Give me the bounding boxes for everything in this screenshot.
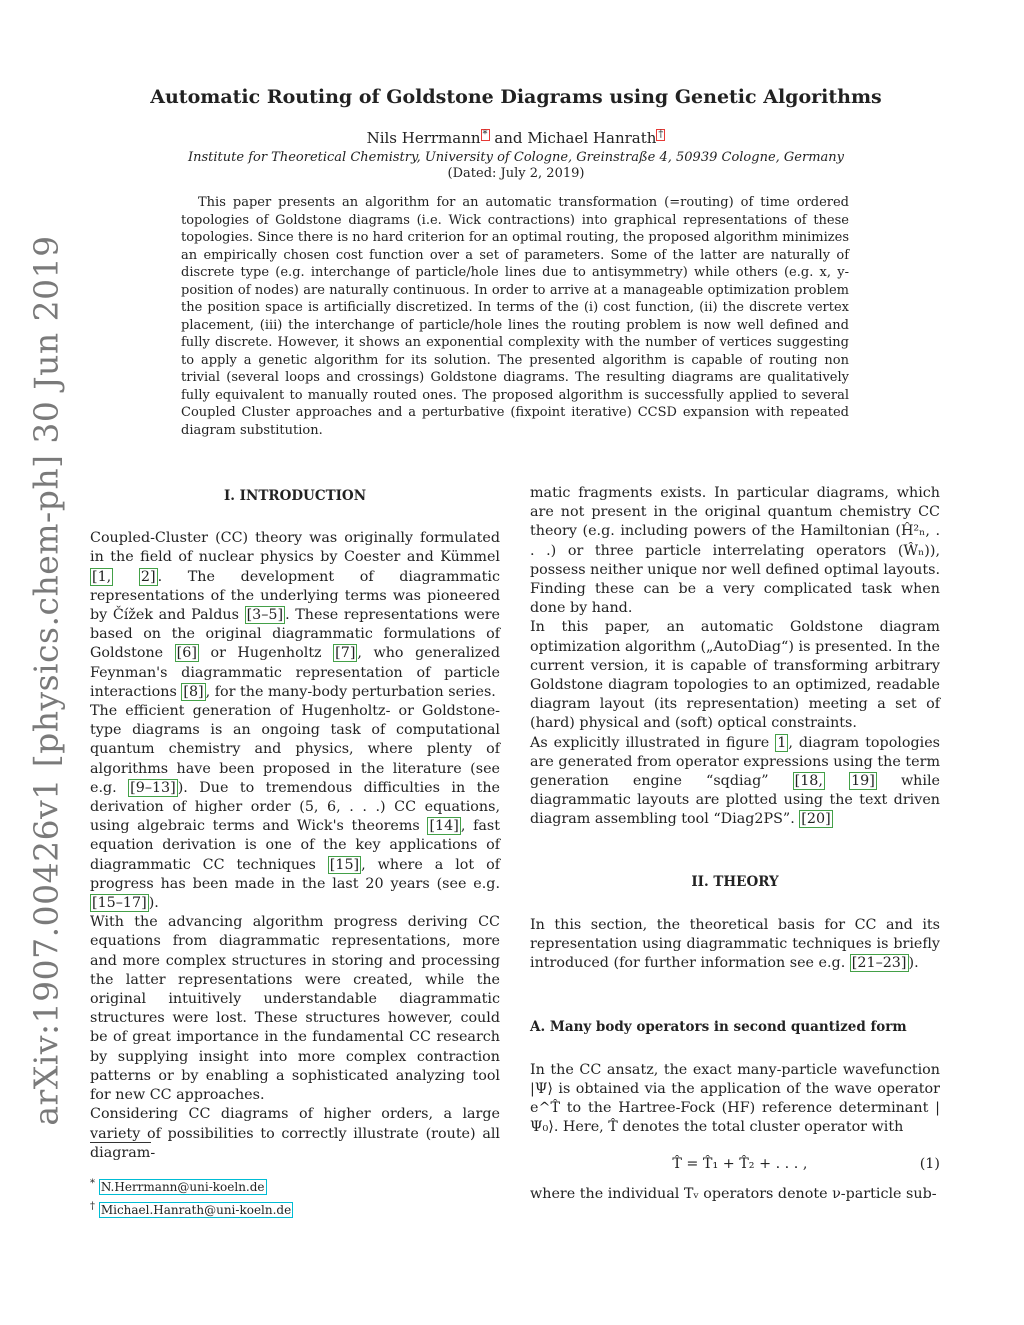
citation-link[interactable]: 2] (140, 568, 156, 585)
citation-link[interactable]: [8] (183, 683, 204, 700)
intro-paragraph-3: With the advancing algorithm progress deriving CC equations from diagrammatic representations, more and more complex structures in storing and processing the latter representations were created, while the original intuitively understandable diagrammatic structures were lost. These structures however, could be of great importance in the fundamental CC research by supplying insight into more complex contraction patterns or by enabling a sophisticated analyzing tool for new CC approaches. (90, 914, 500, 1104)
subsection-paragraph-1: In the CC ansatz, the exact many-particle wavefunction |Ψ⟩ is obtained via the application of the wave operator e^T̂ to the Hartree-Fock (HF) reference determinant |Ψ₀⟩. Here, T̂ denotes the total cluster operator with (530, 1061, 940, 1136)
intro-paragraph-4: Considering CC diagrams of higher orders, a large variety of possibilities to correctly illustrate (route) all diagram- (90, 1106, 500, 1161)
equation-1 (530, 1155, 940, 1174)
section-heading-theory: II. THEORY (691, 873, 779, 890)
right-paragraph-1: matic fragments exists. In particular diagrams, which are not present in the original quantum chemistry CC theory (e.g. including powers of the Hamiltonian (Ĥ²ₙ, . . .) or three particle interrelating operators (Ŵₙ)), possess neither unique nor well defined optimal layouts. Finding these can be a very complicated task when done by hand. (530, 485, 940, 617)
intro-paragraph-2: The efficient generation of Hugenholtz- or Goldstone-type diagrams is an ongoing task of computational quantum chemistry and physics, where plenty of algorithms have been proposed in the literature (see e.g. [9–13] ). Due to tremendous difficulties in the derivation of higher order (5, 6, . . .) CC equations, using algebraic terms and Wick's theorems [14] , fast equation derivation is one of the key applications of diagrammatic CC techniques [15] , where a lot of progress has been made in the last 20 years (see e.g. [15–17] ). (90, 703, 501, 912)
abstract (181, 194, 849, 439)
author-2: Michael Hanrath (527, 129, 657, 147)
left-column (90, 484, 500, 1163)
citation-link[interactable]: [6] (176, 645, 197, 662)
author-conjunction: and (494, 129, 523, 147)
footnote-2: † Michael.Hanrath@uni-koeln.de (90, 1201, 292, 1217)
author-1-footnote-link[interactable]: * (482, 129, 488, 140)
footnotes (90, 1174, 293, 1220)
author-line (100, 129, 932, 147)
intro-paragraph-1: Coupled-Cluster (CC) theory was originally formulated in the field of nuclear physics by Coester and Kümmel [1, 2] . The development of diagrammatic representations of the underlying terms was pioneered by Čížek and Paldus [3–5] . These representations were based on the original diagrammatic formulations of Goldstone [6] or Hugenholtz [7] , who generalized Feynman's diagrammatic representation of particle interactions [8] , for the many-body perturbation series. (90, 530, 501, 700)
right-paragraph-2: In this paper, an automatic Goldstone diagram optimization algorithm („AutoDiag“) is presented. In the current version, it is capable of transforming arbitrary Goldstone diagram topologies to an optimized, readable diagram layout (its representation) meeting a set of (hard) physical and (soft) optical constraints. (530, 619, 940, 732)
email-link[interactable]: Michael.Hanrath@uni-koeln.de (100, 1203, 292, 1217)
citation-link[interactable]: [20] (801, 811, 831, 828)
section-heading-introduction: I. INTRODUCTION (223, 488, 367, 504)
affiliation: Institute for Theoretical Chemistry, University of Cologne, Greinstraße 4, 50939 Cologne, Germany (187, 150, 845, 165)
citation-link[interactable]: [15] (329, 856, 360, 873)
theory-paragraph-1: In this section, the theoretical basis for CC and its representation using diagrammatic techniques is briefly introduced (for further information see e.g. [21–23] ). (530, 916, 940, 972)
arxiv-stamp: arXiv:1907.00426v1 [physics.chem-ph] 30 Jun 2019 (26, 234, 66, 1126)
right-paragraph-3: As explicitly illustrated in figure 1 , diagram topologies are generated from operator expressions using the term generation engine “sqdiag” [18, 19] while diagrammatic layouts are plotted using the text driven diagram assembling tool “Diag2PS”. [20] (530, 734, 941, 828)
citation-link[interactable]: [3–5] (246, 607, 284, 624)
footnote-rule (90, 1142, 151, 1143)
citation-link[interactable]: [15–17] (92, 895, 147, 912)
subsection-paragraph-2: where the individual Tᵥ operators denote ν-particle sub- (530, 1185, 937, 1202)
footnote-1: * N.Herrmann@uni-koeln.de (90, 1178, 265, 1194)
citation-link[interactable]: [18, (794, 773, 823, 790)
citation-link[interactable]: [7] (335, 645, 356, 662)
author-1: Nils Herrmann (366, 129, 481, 147)
equation-expression: T̂ = T̂₁ + T̂₂ + . . . , (672, 1156, 808, 1173)
abstract-text: This paper presents an algorithm for an automatic transformation (=routing) of time ordered topologies of Goldstone diagrams (i.e. Wick contractions) into graphical representations of these topologies. Since there is no hard criterion for an optimal routing, the proposed algorithm minimizes an empirically chosen cost function over a set of parameters. Some of the latter are naturally of discrete type (e.g. interchange of particle/hole lines due to antisymmetry) while others (e.g. x, y-position of nodes) are naturally continuous. In order to arrive at a manageable optimization problem the position space is artificially discretized. In terms of the (i) cost function, (ii) the discrete vertex placement, (iii) the interchange of particle/hole lines the routing problem is now well defined and fully discrete. However, it shows an exponential complexity with the number of vertices suggesting to apply a genetic algorithm for its solution. The presented algorithm is capable of routing non trivial (several loops and crossings) Goldstone diagrams. The resulting diagrams are qualitatively fully equivalent to manually routed ones. The proposed algorithm is successfully applied to several Coupled Cluster approaches and a perturbative (fixpoint iterative) CCSD expansion with repeated diagram substitution. (181, 195, 849, 438)
citation-link[interactable]: [1, (92, 568, 112, 585)
subsection-heading: A. Many body operators in second quantized form (530, 1019, 907, 1036)
citation-link[interactable]: [21–23] (851, 955, 907, 972)
figure-link[interactable]: 1 (777, 734, 787, 751)
date-line: (Dated: July 2, 2019) (447, 166, 585, 181)
citation-link[interactable]: 19] (851, 773, 875, 790)
right-column (530, 484, 940, 1204)
citation-link[interactable]: [14] (429, 818, 459, 835)
author-2-footnote-link[interactable]: † (658, 129, 664, 140)
email-link[interactable]: N.Herrmann@uni-koeln.de (100, 1180, 265, 1194)
paper-title: Automatic Routing of Goldstone Diagrams using Genetic Algorithms (150, 86, 882, 108)
equation-number: (1) (919, 1156, 940, 1173)
citation-link[interactable]: [9–13] (130, 779, 176, 796)
